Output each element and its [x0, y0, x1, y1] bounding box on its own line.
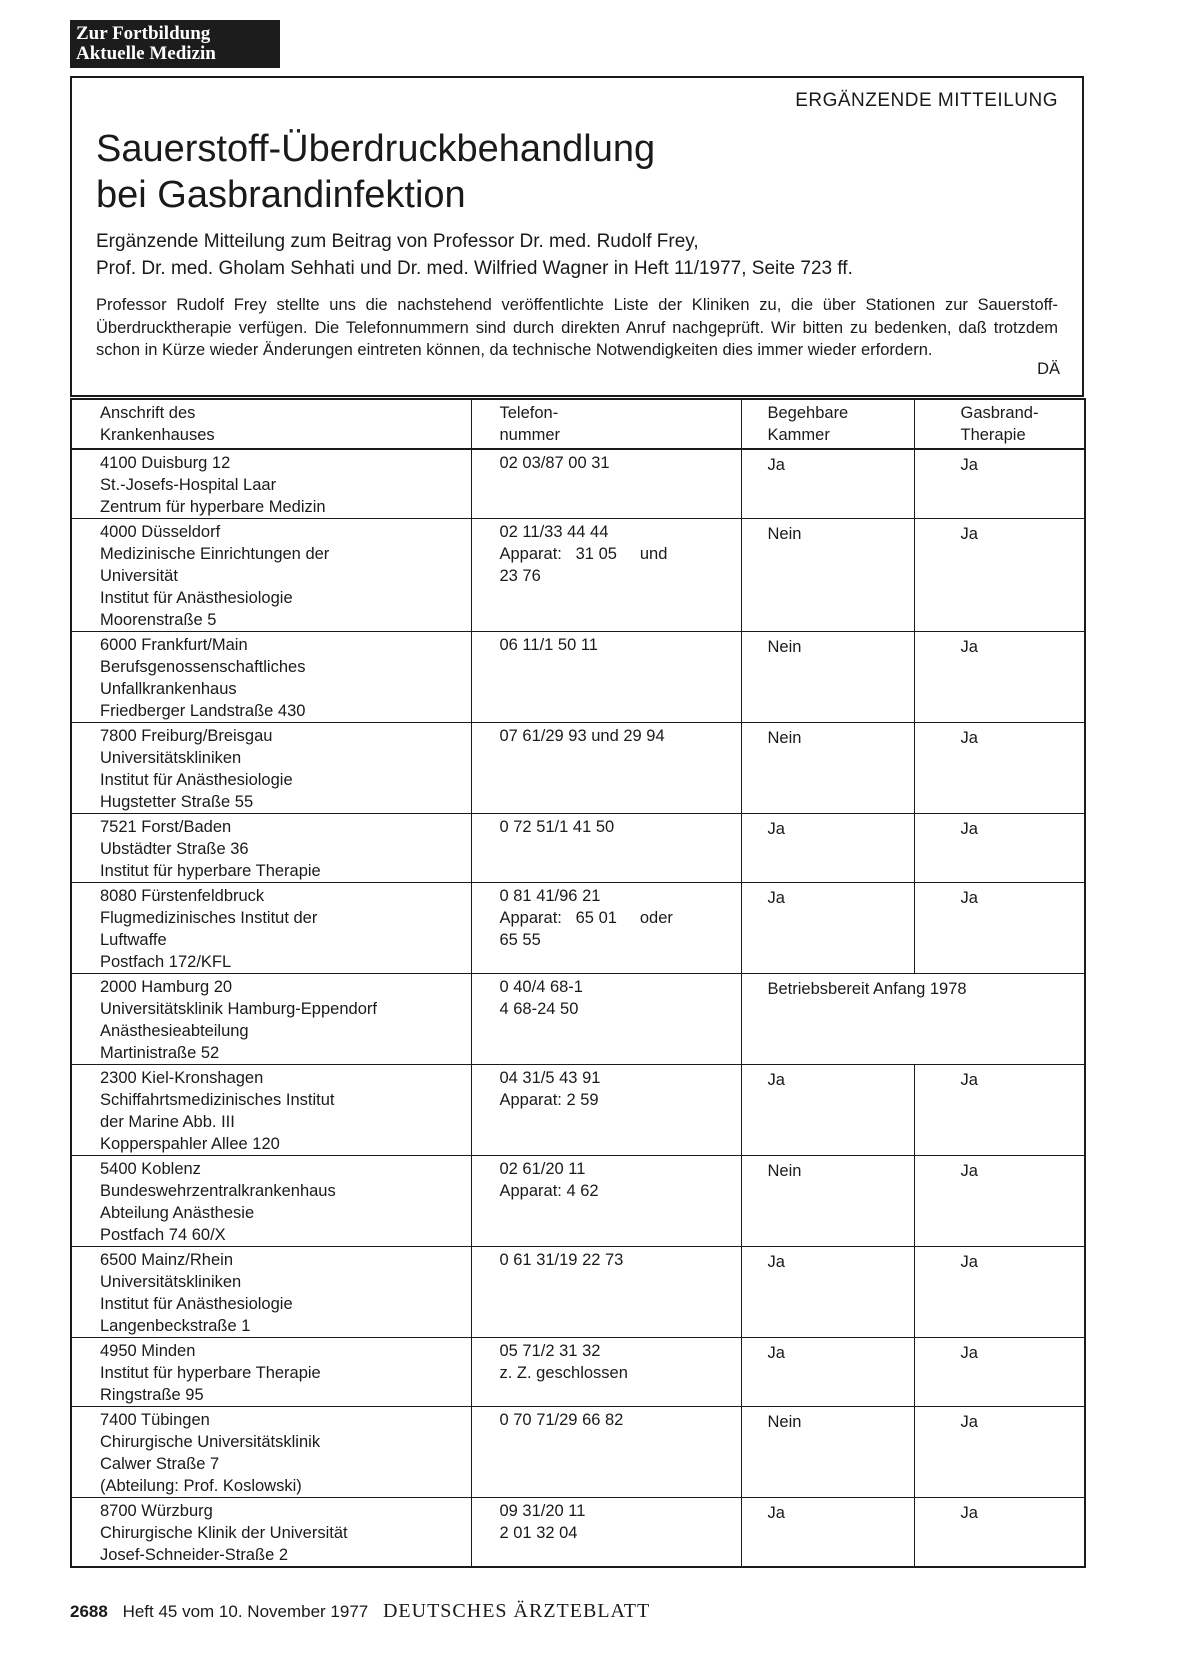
therapy-cell: Ja: [914, 883, 1085, 974]
phone-line: Apparat: 4 62: [499, 1182, 599, 1200]
table-row: [71, 449, 1085, 519]
address-line: Universität: [100, 567, 178, 585]
address-line: Postfach 172/KFL: [100, 953, 232, 971]
header-chamber: [741, 399, 914, 449]
phone-cell: [471, 883, 741, 974]
header-chamber-line1: Begehbare: [767, 404, 849, 422]
phone-line: Apparat: 31 05 und: [499, 545, 668, 563]
address-line: 4100 Duisburg 12: [100, 454, 231, 472]
address-line: Unfallkrankenhaus: [100, 680, 237, 698]
phone-line: 02 61/20 11: [499, 1160, 586, 1178]
address-line: 7800 Freiburg/Breisgau: [100, 727, 273, 745]
address-line: 6500 Mainz/Rhein: [100, 1251, 233, 1269]
header-therapy: [914, 399, 1085, 449]
table-header-row: [71, 399, 1085, 449]
phone-cell: [471, 632, 741, 723]
therapy-cell: Ja: [914, 519, 1085, 632]
phone-line: z. Z. geschlossen: [499, 1364, 628, 1382]
phone-cell: [471, 1338, 741, 1407]
header-therapy-line1: Gasbrand-: [960, 404, 1039, 422]
address-line: 2000 Hamburg 20: [100, 978, 233, 996]
address-line: Universitätsklinik Hamburg-Eppendorf: [100, 1000, 377, 1018]
clinic-table: [70, 398, 1086, 1568]
header-therapy-line2: Therapie: [960, 426, 1026, 444]
phone-line: 0 40/4 68-1: [499, 978, 583, 996]
address-line: 6000 Frankfurt/Main: [100, 636, 248, 654]
phone-line: 0 72 51/1 41 50: [499, 818, 615, 836]
phone-line: 02 11/33 44 44: [499, 523, 609, 541]
header-phone-line1: Telefon-: [499, 404, 559, 422]
phone-line: 09 31/20 11: [499, 1502, 586, 1520]
table-row: [71, 632, 1085, 723]
address-line: Institut für Anästhesiologie: [100, 589, 293, 607]
address-line: Anästhesieabteilung: [100, 1022, 249, 1040]
table-row: [71, 1247, 1085, 1338]
article-title: [96, 126, 896, 218]
phone-line: 02 03/87 00 31: [499, 454, 610, 472]
address-line: Institut für Anästhesiologie: [100, 1295, 293, 1313]
chamber-cell: Nein: [741, 632, 914, 723]
phone-cell: [471, 449, 741, 519]
header-address: [71, 399, 471, 449]
header-address-line1: Anschrift des: [100, 404, 196, 422]
address-cell: [71, 974, 471, 1065]
address-cell: [71, 814, 471, 883]
chamber-cell: Ja: [741, 883, 914, 974]
status-note-cell: Betriebsbereit Anfang 1978: [741, 974, 1085, 1065]
chamber-cell: Ja: [741, 1247, 914, 1338]
phone-cell: [471, 519, 741, 632]
chamber-cell: Ja: [741, 1338, 914, 1407]
clinic-table-body: [71, 449, 1085, 1567]
address-line: Abteilung Anästhesie: [100, 1204, 255, 1222]
address-line: 8080 Fürstenfeldbruck: [100, 887, 265, 905]
address-line: Kopperspahler Allee 120: [100, 1135, 280, 1153]
address-cell: [71, 1338, 471, 1407]
chamber-cell: Nein: [741, 1156, 914, 1247]
address-line: Medizinische Einrichtungen der: [100, 545, 330, 563]
phone-cell: [471, 1065, 741, 1156]
address-line: Chirurgische Universitätsklinik: [100, 1433, 321, 1451]
phone-line: 05 71/2 31 32: [499, 1342, 601, 1360]
article-kicker: ERGÄNZENDE MITTEILUNG: [795, 90, 1058, 111]
address-line: Langenbeckstraße 1: [100, 1317, 251, 1335]
table-row: [71, 1065, 1085, 1156]
header-phone: [471, 399, 741, 449]
header-chamber-line2: Kammer: [767, 426, 830, 444]
chamber-cell: Nein: [741, 723, 914, 814]
phone-line: Apparat: 65 01 oder: [499, 909, 673, 927]
section-tag-line1: Zur Fortbildung: [76, 23, 211, 44]
therapy-cell: Ja: [914, 1247, 1085, 1338]
address-line: Institut für hyperbare Therapie: [100, 862, 321, 880]
therapy-cell: Ja: [914, 632, 1085, 723]
address-line: Chirurgische Klinik der Universität: [100, 1524, 348, 1542]
section-tag-line2: Aktuelle Medizin: [76, 43, 216, 64]
address-cell: [71, 883, 471, 974]
address-line: Schiffahrtsmedizinisches Institut: [100, 1091, 335, 1109]
header-address-line2: Krankenhauses: [100, 426, 215, 444]
phone-cell: [471, 814, 741, 883]
phone-cell: [471, 1407, 741, 1498]
chamber-cell: Ja: [741, 1498, 914, 1568]
table-row: [71, 723, 1085, 814]
therapy-cell: Ja: [914, 723, 1085, 814]
phone-line: 0 70 71/29 66 82: [499, 1411, 624, 1429]
therapy-cell: Ja: [914, 814, 1085, 883]
phone-line: 65 55: [499, 931, 541, 949]
address-line: Berufsgenossenschaftliches: [100, 658, 306, 676]
article-title-line1: Sauerstoff-Überdruckbehandlung: [96, 128, 656, 170]
table-row: [71, 883, 1085, 974]
address-line: Martinistraße 52: [100, 1044, 220, 1062]
table-row: [71, 974, 1085, 1065]
chamber-cell: Nein: [741, 1407, 914, 1498]
address-line: Universitätskliniken: [100, 1273, 242, 1291]
phone-line: 0 61 31/19 22 73: [499, 1251, 624, 1269]
phone-cell: [471, 1156, 741, 1247]
address-line: Moorenstraße 5: [100, 611, 217, 629]
address-line: Calwer Straße 7: [100, 1455, 220, 1473]
chamber-cell: Ja: [741, 1065, 914, 1156]
address-line: Luftwaffe: [100, 931, 167, 949]
phone-cell: [471, 974, 741, 1065]
article-subtitle-line1: Ergänzende Mitteilung zum Beitrag von Professor Dr. med. Rudolf Frey,: [96, 231, 699, 252]
address-cell: [71, 449, 471, 519]
address-line: Institut für hyperbare Therapie: [100, 1364, 321, 1382]
address-cell: [71, 1247, 471, 1338]
address-line: Hugstetter Straße 55: [100, 793, 254, 811]
address-line: Universitätskliniken: [100, 749, 242, 767]
address-cell: [71, 1065, 471, 1156]
phone-cell: [471, 1247, 741, 1338]
table-row: [71, 814, 1085, 883]
address-line: Postfach 74 60/X: [100, 1226, 226, 1244]
address-line: 4950 Minden: [100, 1342, 196, 1360]
address-line: Ringstraße 95: [100, 1386, 204, 1404]
article-intro-signature: DÄ: [1037, 360, 1060, 378]
article-intro: Professor Rudolf Frey stellte uns die nachstehend veröffentlichte Liste der Kliniken zu, die über Stationen zur Sauerstoff-Überdrucktherapie verfügen. Die Telefonnummern sind durch direkten Anruf nachgeprüft. Wir bitten zu bedenken, daß trotzdem schon in Kürze wieder Änderungen eintreten können, da technische Notwendigkeiten dies immer wieder erfordern.: [96, 296, 1058, 359]
chamber-cell: Ja: [741, 814, 914, 883]
address-line: Flugmedizinisches Institut der: [100, 909, 318, 927]
address-line: 5400 Koblenz: [100, 1160, 201, 1178]
phone-line: 0 81 41/96 21: [499, 887, 601, 905]
table-row: [71, 1156, 1085, 1247]
address-line: 8700 Würzburg: [100, 1502, 213, 1520]
footer-page-number: 2688: [70, 1602, 108, 1621]
address-line: Friedberger Landstraße 430: [100, 702, 306, 720]
article-subtitle: [96, 228, 1056, 282]
footer-issue: Heft 45 vom 10. November 1977: [122, 1602, 369, 1621]
address-line: 7400 Tübingen: [100, 1411, 210, 1429]
address-line: 4000 Düsseldorf: [100, 523, 221, 541]
page-footer: [70, 1600, 650, 1623]
phone-line: 23 76: [499, 567, 541, 585]
address-cell: [71, 1498, 471, 1568]
phone-cell: [471, 1498, 741, 1568]
table-row: [71, 519, 1085, 632]
therapy-cell: Ja: [914, 1338, 1085, 1407]
address-cell: [71, 519, 471, 632]
address-cell: [71, 723, 471, 814]
therapy-cell: Ja: [914, 1407, 1085, 1498]
phone-line: 06 11/1 50 11: [499, 636, 598, 654]
address-line: 2300 Kiel-Kronshagen: [100, 1069, 264, 1087]
chamber-cell: Nein: [741, 519, 914, 632]
article-subtitle-line2: Prof. Dr. med. Gholam Sehhati und Dr. med. Wilfried Wagner in Heft 11/1977, Seite 723 ff.: [96, 258, 853, 279]
article-title-line2: bei Gasbrandinfektion: [96, 174, 466, 216]
address-line: Institut für Anästhesiologie: [100, 771, 293, 789]
phone-cell: [471, 723, 741, 814]
table-row: [71, 1407, 1085, 1498]
table-row: [71, 1338, 1085, 1407]
address-line: Josef-Schneider-Straße 2: [100, 1546, 289, 1564]
address-cell: [71, 1407, 471, 1498]
address-line: Bundeswehrzentralkrankenhaus: [100, 1182, 336, 1200]
footer-journal: DEUTSCHES ÄRZTEBLATT: [382, 1600, 651, 1622]
therapy-cell: Ja: [914, 1156, 1085, 1247]
phone-line: 07 61/29 93 und 29 94: [499, 727, 665, 745]
therapy-cell: Ja: [914, 449, 1085, 519]
phone-line: Apparat: 2 59: [499, 1091, 599, 1109]
therapy-cell: Ja: [914, 1065, 1085, 1156]
phone-line: 04 31/5 43 91: [499, 1069, 601, 1087]
table-row: [71, 1498, 1085, 1568]
section-tag: [70, 20, 280, 68]
address-line: Zentrum für hyperbare Medizin: [100, 498, 326, 516]
phone-line: 2 01 32 04: [499, 1524, 578, 1542]
phone-line: 4 68-24 50: [499, 1000, 579, 1018]
address-line: der Marine Abb. III: [100, 1113, 235, 1131]
address-line: (Abteilung: Prof. Koslowski): [100, 1477, 302, 1495]
article-header-box: [70, 76, 1084, 397]
address-line: Ubstädter Straße 36: [100, 840, 249, 858]
therapy-cell: Ja: [914, 1498, 1085, 1568]
address-cell: [71, 1156, 471, 1247]
address-cell: [71, 632, 471, 723]
header-phone-line2: nummer: [499, 426, 561, 444]
address-line: St.-Josefs-Hospital Laar: [100, 476, 277, 494]
address-line: 7521 Forst/Baden: [100, 818, 232, 836]
chamber-cell: Ja: [741, 449, 914, 519]
